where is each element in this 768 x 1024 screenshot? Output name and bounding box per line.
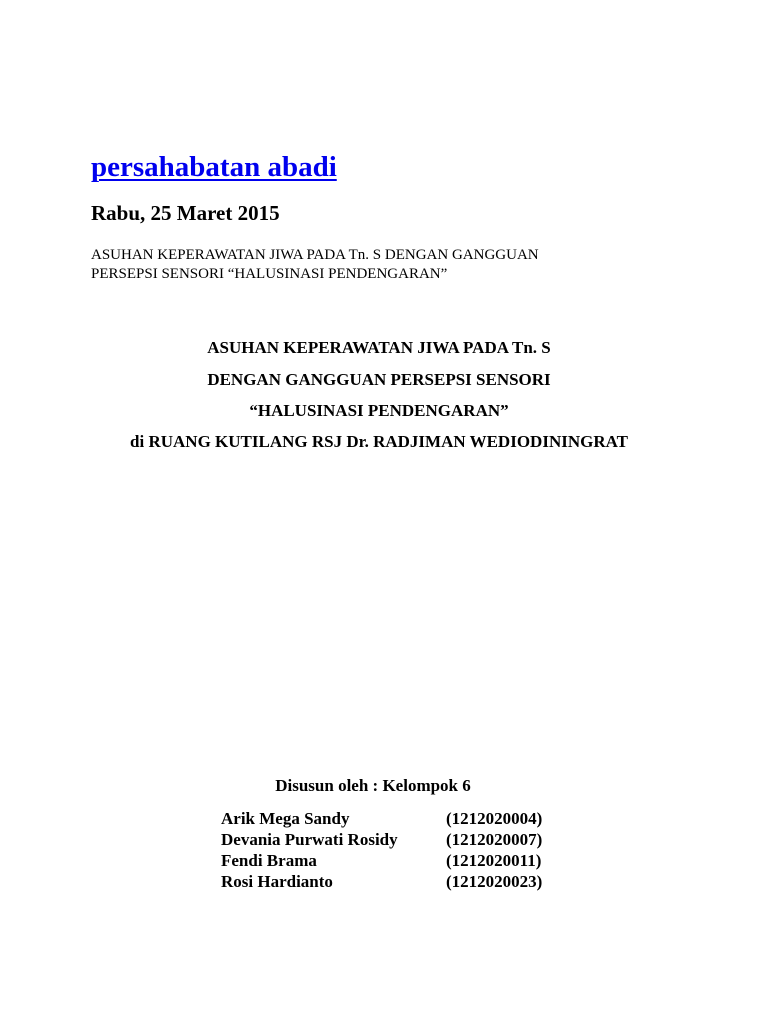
member-nim: (1212020023) [446, 872, 543, 891]
document-title-line: DENGAN GANGGUAN PERSEPSI SENSORI [207, 370, 551, 389]
blog-title-link[interactable]: persahabatan abadi [91, 151, 337, 183]
member-nim: (1212020011) [446, 851, 542, 870]
document-title-line: ASUHAN KEPERAWATAN JIWA PADA Tn. S [207, 338, 551, 357]
post-heading-line: PERSEPSI SENSORI “HALUSINASI PENDENGARAN” [91, 266, 448, 282]
member-nim: (1212020007) [446, 830, 543, 849]
post-heading-line: ASUHAN KEPERAWATAN JIWA PADA Tn. S DENGAN GANGGUAN [91, 247, 539, 263]
post-heading [91, 246, 539, 284]
document-location-line: di RUANG KUTILANG RSJ Dr. RADJIMAN WEDIODININGRAT [130, 432, 628, 451]
member-name: Devania Purwati Rosidy [221, 830, 398, 849]
member-row [221, 829, 551, 850]
document-title-line: “HALUSINASI PENDENGARAN” [249, 401, 509, 420]
member-row [221, 871, 551, 892]
post-date: Rabu, 25 Maret 2015 [91, 201, 280, 225]
member-row [221, 850, 551, 871]
member-name: Rosi Hardianto [221, 872, 333, 891]
composer-text: Disusun oleh : Kelompok 6 [275, 776, 471, 795]
member-nim: (1212020004) [446, 809, 543, 828]
member-name: Arik Mega Sandy [221, 809, 350, 828]
member-list [221, 808, 551, 892]
member-row [221, 808, 551, 829]
composer-line [0, 775, 768, 797]
member-name: Fendi Brama [221, 851, 317, 870]
